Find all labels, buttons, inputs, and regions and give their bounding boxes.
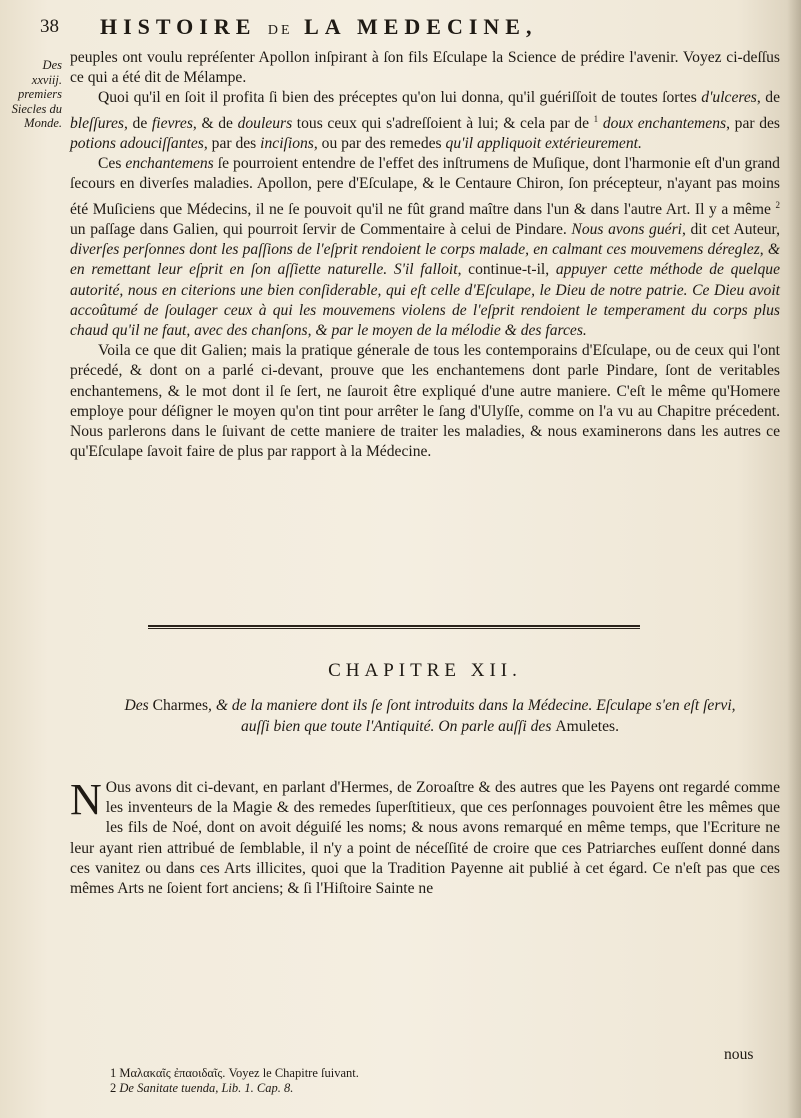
paragraph-1: Quoi qu'il en ſoit il profita ſi bien des préceptes qu'on lui donna, qu'il guériſſoit de toutes ſortes d'ulceres, de bleſſures, de fievres, & de douleurs tous ceux qui s'adreſſoient à lui; & cela par de $^1$ doux enchantemens, par des potions adouciſſantes, par des inciſions, ou par des remedes qu'il appliquoit extérieurement. (70, 89, 780, 152)
page-edge-shadow (787, 0, 801, 1118)
main-text-upper (70, 48, 780, 462)
paragraph-2: Ces enchantemens ſe pourroient entendre de l'effet des inſtrumens de Muſique, dont l'harmonie eſt d'un grand ſecours en diverſes maladies. Apollon, pere d'Eſculape, & le Centaure Chiron, ſon précepteur, n'ayant pas moins été Muſiciens que Médecins, il ne ſe pouvoit qu'il ne fût grand maître dans l'un & dans l'autre Art. Il y a même $^2$ un paſſage dans Galien, qui pourroit ſervir de Commentaire à celui de Pindare. Nous avons guéri, dit cet Auteur, diverſes perſonnes dont les paſſions de l'eſprit rendoient le corps malade, en calmant ces mouvemens déreglez, & en remettant leur eſprit en ſon aſſiette naturelle. S'il falloit, continue-t-il, appuyer cette méthode de quelque autorité, nous en citerions une bien conſiderable, qui eſt celle d'Eſculape, le Dieu de notre patrie. Ce Dieu avoit accoûtumé de ſoulager ceux à qui les mouvemens violens de l'eſprit rendoient le temperament du corps plus chaud qu'il ne faut, avec des chanſons, & par le moyen de la mélodie & des farces. (70, 155, 781, 340)
catchword: nous (724, 1046, 754, 1063)
page-number: 38 (40, 16, 59, 37)
footnote-ref-1: 1 (593, 113, 599, 124)
running-header (40, 14, 780, 44)
drop-cap: N (70, 775, 102, 824)
running-title: HISTOIRE DE LA MEDECINE, (100, 14, 538, 39)
chapter-rule (148, 625, 640, 629)
chapter-summary: Des Charmes, & de la maniere dont ils ſe ſont introduits dans la Médecine. Eſculape s'en eſt ſervi, auſſi bien que toute l'Antiquité. On parle auſſi des Amuletes. (124, 697, 736, 735)
main-text-lower (70, 775, 780, 899)
chapter-title: CHAPITRE XII. (328, 660, 522, 681)
footnote-1: 1 Μαλακαῖς ἐπαοιδαῖς. Voyez le Chapitre ſuivant. (110, 1066, 359, 1080)
margin-note: Des xxviij. premiers Siecles du Monde. (11, 58, 62, 130)
footnote-2: 2 De Sanitate tuenda, Lib. 1. Cap. 8. (110, 1081, 294, 1095)
paragraph-4: N Ous avons dit ci-devant, en parlant d'Hermes, de Zoroaſtre & des autres que les Payens ont regardé comme les inventeurs de la Magie & des remedes ſuperſtitieux, que ces perſonnages pouvoient être les mêmes que les fils de Noé, dont on avoit déguiſé les noms; & nous avons remarqué en même temps, que l'Ecriture ne leur ayant rien attribué de ſemblable, il n'y a point de néceſſité de croire que ces Patriarches euſſent donné dans ces vanitez ou dans ces Arts illicites, quoi que la Tradition Payenne ait publié à cet égard. Ce n'eſt pas que ces mêmes Arts ne ſoient fort anciens; & ſi l'Hiſtoire Sainte ne (70, 775, 780, 898)
paragraph-1-lead: peuples ont voulu repréſenter Apollon inſpirant à ſon fils Eſculape la Science de prédire l'avenir. Voyez ci-deſſus ce qui a été dit de Mélampe. (70, 49, 780, 87)
paragraph-3: Voila ce que dit Galien; mais la pratique génerale de tous les contemporains d'Eſculape, ou de ceux qui l'ont précedé, & dont on a parlé ci-devant, prouve que les enchantemens dont parle Pindare, ſont de veritables enchantemens, & le mot dont il ſe ſert, ne ſauroit être expliqué d'une autre maniere. C'eſt le même qu'Homere employe pour déſigner le moyen qu'on tint pour arrêter le ſang d'Ulyſſe, comme on l'a vu au Chapitre précedent. Nous parlerons dans le ſuivant de cette maniere de traiter les maladies, & nous examinerons dans les autres ce qu'Eſculape ſavoit faire de plus par rapport à la Médecine. (70, 342, 780, 461)
footnote-ref-2: 2 (775, 199, 780, 210)
footnotes (110, 1066, 750, 1096)
